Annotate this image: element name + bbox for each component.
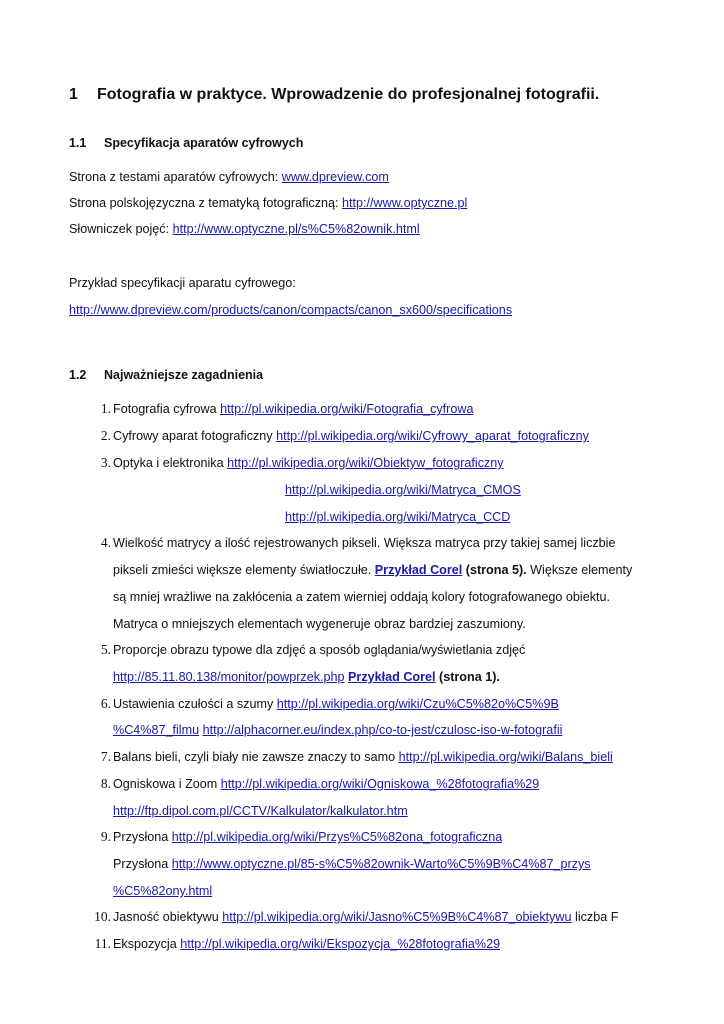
heading-1-number: 1 [69, 86, 78, 103]
example-spec-link[interactable]: http://www.dpreview.com/products/canon/compacts/canon_sx600/specifications [69, 303, 513, 317]
example-line [69, 301, 512, 319]
monitor-link[interactable]: http://85.11.80.138/monitor/powprzek.php [113, 670, 345, 684]
list-marker: 1. [100, 401, 111, 416]
glossary-line [69, 220, 420, 238]
example-label: Przykład specyfikacji aparatu cyfrowego: [69, 276, 296, 290]
item-text: Jasność obiektywu [113, 910, 223, 924]
list-marker: 9. [100, 829, 111, 844]
optyczne-line [69, 194, 467, 212]
heading-1 [69, 86, 599, 104]
list-marker: 2. [100, 428, 111, 443]
section-1-1-title: Specyfikacja aparatów cyfrowych [104, 136, 304, 150]
ccd-link[interactable]: http://pl.wikipedia.org/wiki/Matryca_CCD [285, 510, 511, 524]
item-text: pikseli zmieści większe elementy światłoczułe. [113, 563, 375, 577]
section-1-2-number: 1.2 [69, 368, 87, 382]
item-text: Przysłona [113, 857, 172, 871]
alphacorner-link[interactable]: http://alphacorner.eu/index.php/co-to-jest/czulosc-iso-w-fotografii [202, 723, 563, 737]
item-link[interactable]: http://pl.wikipedia.org/wiki/Ekspozycja_%28fotografia%29 [180, 937, 501, 951]
heading-1-title: Fotografia w praktyce. Wprowadzenie do profesjonalnej fotografii. [97, 86, 600, 103]
item-text: Ustawienia czułości a szumy [113, 697, 277, 711]
optyczne-label: Strona polskojęzyczna z tematyką fotograficzną: [69, 196, 342, 210]
dpreview-link[interactable]: www.dpreview.com [281, 170, 389, 184]
item-text: Większe elementy [526, 563, 633, 577]
list-marker: 4. [100, 535, 111, 550]
list-marker: 11. [94, 936, 111, 951]
item-text: Fotografia cyfrowa [113, 402, 221, 416]
item-text: Matryca o mniejszych elementach wygeneruje obraz bardziej zaszumiony. [113, 617, 526, 631]
list-marker: 10. [94, 909, 111, 924]
list-marker: 3. [100, 455, 111, 470]
calculator-link[interactable]: http://ftp.dipol.com.pl/CCTV/Kalkulator/kalkulator.htm [113, 804, 408, 818]
corel-example-link[interactable]: Przykład Corel [374, 563, 463, 577]
item-text: Przysłona [113, 830, 172, 844]
item-text: Cyfrowy aparat fotograficzny [113, 429, 277, 443]
item-link[interactable]: http://pl.wikipedia.org/wiki/Obiektyw_fotograficzny [227, 456, 504, 470]
item-text: Ekspozycja [113, 937, 181, 951]
item-text: Wielkość matrycy a ilość rejestrowanych pikseli. Większa matryca przy takiej samej liczbie [113, 536, 616, 550]
item-link[interactable]: http://pl.wikipedia.org/wiki/Ogniskowa_%28fotografia%29 [220, 777, 540, 791]
item-link[interactable]: http://pl.wikipedia.org/wiki/Przys%C5%82ona_fotograficzna [171, 830, 503, 844]
item-link[interactable]: http://pl.wikipedia.org/wiki/Czu%C5%82o%C5%9B [276, 697, 559, 711]
item-link[interactable]: http://pl.wikipedia.org/wiki/Jasno%C5%9B%C4%87_obiektywu [222, 910, 572, 924]
list-marker: 6. [100, 696, 111, 711]
item-text: liczba F [571, 910, 619, 924]
optyczne-aperture-link-continuation[interactable]: %C5%82ony.html [113, 884, 213, 898]
item-text: Balans bieli, czyli biały nie zawsze znaczy to samo [113, 750, 399, 764]
item-text: Ogniskowa i Zoom [113, 777, 221, 791]
item-text: Optyka i elektronika [113, 456, 228, 470]
section-1-1-number: 1.1 [69, 136, 87, 150]
section-1-2-title: Najważniejsze zagadnienia [104, 368, 264, 382]
section-1-1-heading [69, 136, 303, 150]
glossary-link[interactable]: http://www.optyczne.pl/s%C5%82ownik.html [172, 222, 420, 236]
item-text: są mniej wrażliwe na zakłócenia a zatem wierniej oddają kolory fotografowanego obiektu. [113, 590, 611, 604]
item-link-continuation[interactable]: %C4%87_filmu [113, 723, 200, 737]
section-1-2-heading [69, 368, 263, 382]
page-reference: (strona 5). [462, 563, 527, 577]
corel-example-link[interactable]: Przykład Corel [348, 670, 436, 684]
list-marker: 8. [100, 776, 111, 791]
optyczne-link[interactable]: http://www.optyczne.pl [342, 196, 468, 210]
item-link[interactable]: http://pl.wikipedia.org/wiki/Cyfrowy_aparat_fotograficzny [276, 429, 589, 443]
dpreview-line [69, 168, 389, 186]
list-marker: 7. [100, 749, 111, 764]
page-reference: (strona 1). [435, 670, 500, 684]
item-link[interactable]: http://pl.wikipedia.org/wiki/Balans_bieli [398, 750, 613, 764]
dpreview-label: Strona z testami aparatów cyfrowych: [69, 170, 282, 184]
list-marker: 5. [100, 642, 111, 657]
glossary-label: Słowniczek pojęć: [69, 222, 173, 236]
cmos-link[interactable]: http://pl.wikipedia.org/wiki/Matryca_CMOS [285, 483, 521, 497]
optyczne-aperture-link[interactable]: http://www.optyczne.pl/85-s%C5%82ownik-Warto%C5%9B%C4%87_przys [171, 857, 591, 871]
item-link[interactable]: http://pl.wikipedia.org/wiki/Fotografia_cyfrowa [220, 402, 474, 416]
item-text: Proporcje obrazu typowe dla zdjęć a sposób oglądania/wyświetlania zdjęć [113, 643, 526, 657]
